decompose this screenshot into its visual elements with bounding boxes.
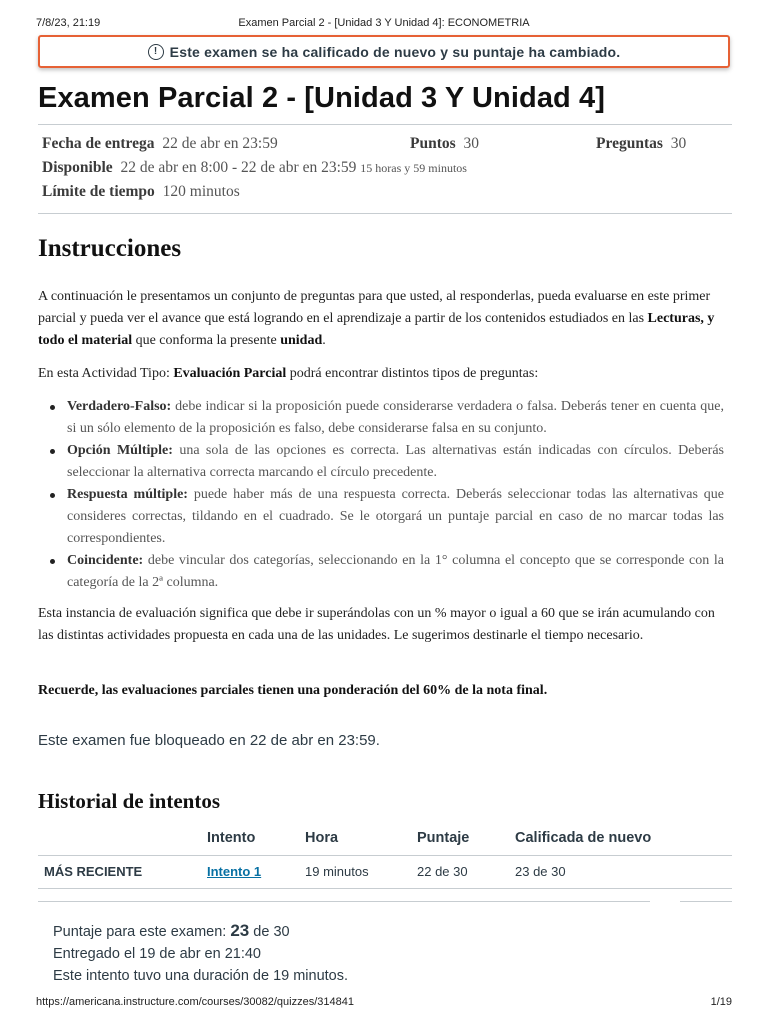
item-term: Opción Múltiple: (67, 443, 173, 458)
list-item (38, 396, 724, 440)
p1-bold-unit: unidad (280, 333, 323, 348)
item-text: puede haber más de una respuesta correcta. Deberás seleccionar todas las alternativas que consideres correctas, tildando en el cuadrado. Se le otorgará un puntaje parcial en caso de no marcar todas las correspondientes. (67, 487, 724, 546)
evaluation-paragraph: Esta instancia de evaluación significa que debe ir superándolas con un % mayor o igual a 60 que se irán acumulando con las distintas actividades propuesta en cada una de las unidades. Le sugerimos destinarle el tiempo necesario. (38, 606, 715, 643)
print-header (0, 0, 768, 30)
item-term: Respuesta múltiple: (67, 487, 188, 502)
print-page-number: 1/19 (710, 996, 732, 1008)
alert-text: Este examen se ha calificado de nuevo y su puntaje ha cambiado. (169, 43, 621, 60)
item-term: Coincidente: (67, 553, 144, 568)
due-value: 22 de abr en 23:59 (162, 135, 278, 152)
available-label: Disponible (42, 159, 113, 176)
regrade-alert (38, 35, 730, 68)
list-item (38, 550, 724, 594)
submitted-date: Entregado el 19 de abr en 21:40 (53, 946, 261, 962)
divider (680, 901, 732, 902)
col-attempt: Intento (207, 830, 256, 846)
p1-period: . (322, 333, 326, 348)
divider (38, 124, 732, 125)
due-date (42, 135, 278, 153)
attempt-regraded: 23 de 30 (515, 864, 566, 879)
list-item (38, 484, 724, 550)
exclamation-circle-icon: ! (148, 44, 164, 60)
instructions-heading: Instrucciones (38, 235, 182, 262)
available-value: 22 de abr en 8:00 - 22 de abr en 23:59 (120, 159, 357, 176)
due-label: Fecha de entrega (42, 135, 155, 152)
availability (42, 159, 467, 177)
score-summary (53, 921, 290, 941)
item-text: una sola de las opciones es correcta. Las alternativas están indicadas con círculos. Deberás seleccionar la alternativa correcta marcando el círculo precedente. (67, 443, 724, 480)
list-item (38, 440, 724, 484)
questions-value: 30 (670, 135, 687, 152)
activity-type-paragraph (38, 363, 728, 385)
p2-bold: Evaluación Parcial (173, 366, 287, 381)
attempt-history-table (38, 825, 732, 889)
print-title: Examen Parcial 2 - [Unidad 3 Y Unidad 4]: ECONOMETRIA (238, 17, 530, 29)
attempt-link[interactable]: Intento 1 (207, 864, 262, 879)
score-label: Puntaje para este examen: (53, 924, 227, 940)
latest-label: MÁS RECIENTE (44, 864, 143, 879)
instructions-paragraph (38, 286, 728, 352)
table-row (38, 855, 732, 889)
questions-label: Preguntas (596, 135, 663, 152)
item-text: debe vincular dos categorías, seleccionando en la 1° columna el concepto que se corresponde con la categoría de la 2ª columna. (67, 553, 724, 590)
divider (38, 213, 732, 214)
page-title: Examen Parcial 2 - [Unidad 3 Y Unidad 4] (38, 82, 606, 114)
score-value: 23 (230, 921, 250, 940)
available-duration: 15 horas y 59 minutos (360, 161, 467, 175)
question-types-list (38, 396, 724, 594)
attempt-time: 19 minutos (305, 864, 369, 879)
p2-text: En esta Actividad Tipo: (38, 366, 174, 381)
table-header (38, 825, 732, 855)
col-score: Puntaje (417, 830, 470, 846)
weighting-note: Recuerde, las evaluaciones parciales tienen una ponderación del 60% de la nota final. (38, 683, 548, 698)
print-footer (0, 994, 768, 1024)
points (410, 135, 479, 153)
time-limit-value: 120 minutos (162, 183, 240, 200)
score-total: de 30 (253, 924, 290, 940)
time-limit (42, 183, 240, 201)
points-label: Puntos (410, 135, 456, 152)
questions (596, 135, 686, 153)
p1-bold-materials: Lecturas, y todo el material (38, 311, 715, 348)
print-date: 7/8/23, 21:19 (36, 17, 101, 29)
item-term: Verdadero-Falso: (67, 399, 172, 414)
locked-notice: Este examen fue bloqueado en 22 de abr en 23:59. (38, 732, 380, 749)
print-url: https://americana.instructure.com/courses/30082/quizzes/314841 (36, 996, 354, 1008)
col-time: Hora (305, 830, 339, 846)
history-heading: Historial de intentos (38, 789, 220, 813)
time-limit-label: Límite de tiempo (42, 183, 155, 200)
attempt-score: 22 de 30 (417, 864, 468, 879)
attempt-duration: Este intento tuvo una duración de 19 minutos. (53, 968, 349, 984)
col-regraded: Calificada de nuevo (515, 830, 652, 846)
p2-text-2: podrá encontrar distintos tipos de preguntas: (286, 366, 539, 381)
points-value: 30 (463, 135, 480, 152)
item-text: debe indicar si la proposición puede considerarse verdadera o falsa. Deberás tener en cuenta que, si un sólo elemento de la proposición es falso, debe considerarse falsa en su conjunto. (67, 399, 724, 436)
divider (38, 901, 650, 902)
p1-text: A continuación le presentamos un conjunto de preguntas para que usted, al responderlas, pueda evaluarse en este primer parcial y pueda ver el avance que está logrando en el aprendizaje a partir de los contenidos estudiados en las (38, 289, 711, 326)
p1-text-2: que conforma la presente (132, 333, 281, 348)
